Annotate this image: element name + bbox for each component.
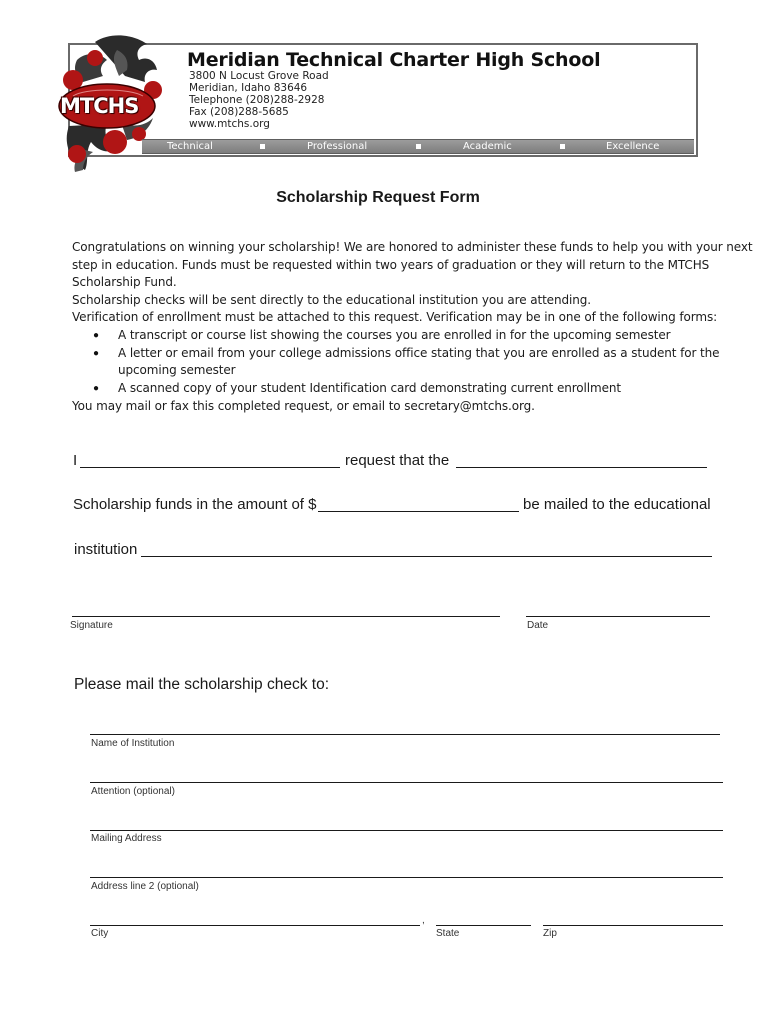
scholarship-name-field[interactable] <box>456 467 707 468</box>
institution-name-label: Name of Institution <box>91 738 175 749</box>
intro-line: step in education. Funds must be requested within two years of graduation or they will return to the MTCHS <box>72 258 710 272</box>
bullet-icon: ● <box>93 330 100 341</box>
address-city: Meridian, Idaho 83646 <box>189 82 308 94</box>
state-field[interactable] <box>436 925 531 926</box>
motto-separator <box>416 144 421 149</box>
intro-line: Verification of enrollment must be attached to this request. Verification may be in one of the following forms: <box>72 310 718 324</box>
intro-line: Scholarship Fund. <box>72 275 177 289</box>
fax: Fax (208)288-5685 <box>189 106 289 118</box>
request-label: request that the <box>345 452 450 469</box>
address-line-2-label: Address line 2 (optional) <box>91 881 199 892</box>
school-name: Meridian Technical Charter High School <box>187 49 601 71</box>
closing-line: You may mail or fax this completed request, or email to secretary@mtchs.org. <box>72 399 535 413</box>
amount-field[interactable] <box>318 511 519 512</box>
institution-field[interactable] <box>141 556 712 557</box>
student-name-field[interactable] <box>80 467 340 468</box>
motto-separator <box>560 144 565 149</box>
signature-field[interactable] <box>72 616 500 617</box>
amount-label: Scholarship funds in the amount of $ <box>73 496 317 513</box>
institution-name-field[interactable] <box>90 734 720 735</box>
mail-section-title: Please mail the scholarship check to: <box>74 676 330 693</box>
city-field[interactable] <box>90 925 420 926</box>
mailing-address-label: Mailing Address <box>91 833 162 844</box>
intro-line: Congratulations on winning your scholarship! We are honored to administer these funds to help you with your next <box>72 240 753 254</box>
address-street: 3800 N Locust Grove Road <box>189 70 329 82</box>
bullet-icon: ● <box>93 348 100 359</box>
bullet-item: A scanned copy of your student Identification card demonstrating current enrollment <box>118 381 622 395</box>
date-field[interactable] <box>526 616 710 617</box>
motto-band <box>142 139 694 154</box>
state-label: State <box>436 928 460 939</box>
city-label: City <box>91 928 109 939</box>
motto-technical: Technical <box>167 141 213 152</box>
bullet-item-continued: upcoming semester <box>118 363 236 377</box>
motto-separator <box>260 144 265 149</box>
mailing-address-field[interactable] <box>90 830 723 831</box>
logo-text: MTCHS <box>60 94 139 118</box>
website: www.mtchs.org <box>189 118 270 130</box>
bullet-icon: ● <box>93 383 100 394</box>
telephone: Telephone (208)288-2928 <box>189 94 325 106</box>
attention-label: Attention (optional) <box>91 786 175 797</box>
date-label: Date <box>527 620 549 631</box>
motto-professional: Professional <box>307 141 368 152</box>
zip-label: Zip <box>543 928 557 939</box>
signature-label: Signature <box>70 620 113 631</box>
form-title: Scholarship Request Form <box>276 189 480 206</box>
intro-line: Scholarship checks will be sent directly to the educational institution you are attending. <box>72 293 591 307</box>
attention-field[interactable] <box>90 782 723 783</box>
bullet-item: A letter or email from your college admissions office stating that you are enrolled as a student for the <box>118 346 720 360</box>
motto-excellence: Excellence <box>606 141 660 152</box>
city-comma: , <box>422 915 425 926</box>
motto-academic: Academic <box>463 141 512 152</box>
address-line-2-field[interactable] <box>90 877 723 878</box>
i-label: I <box>73 452 78 469</box>
institution-label: institution <box>74 541 138 558</box>
school-logo <box>55 30 167 176</box>
bullet-item: A transcript or course list showing the courses you are enrolled in for the upcoming semester <box>118 328 671 342</box>
zip-field[interactable] <box>543 925 723 926</box>
mailed-label: be mailed to the educational <box>523 496 711 513</box>
